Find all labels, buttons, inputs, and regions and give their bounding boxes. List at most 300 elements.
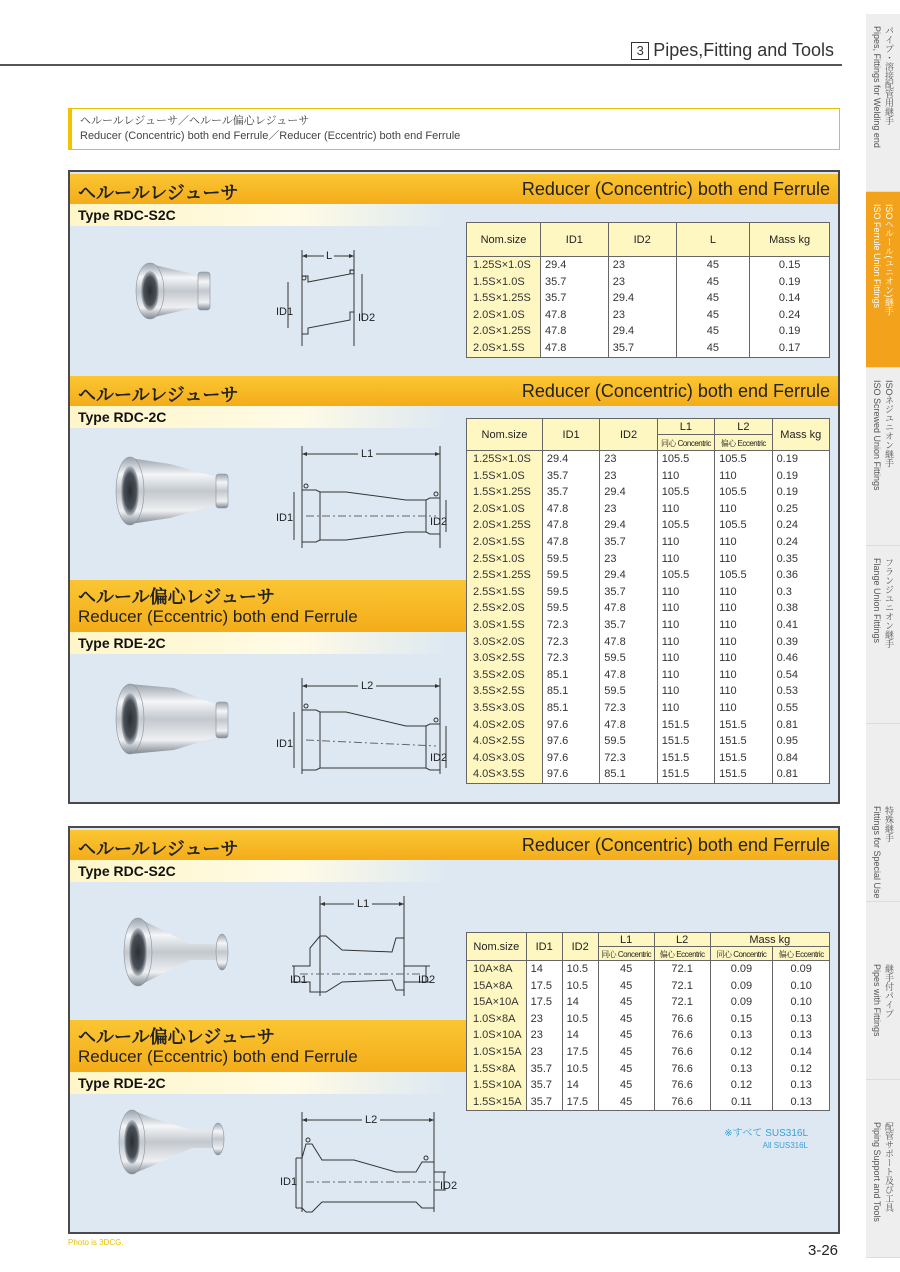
table-cell: 35.7	[600, 617, 657, 634]
nominal-size-cell: 3.5S×2.5S	[467, 683, 543, 700]
table-cell: 0.24	[772, 534, 829, 551]
table-row	[467, 484, 830, 501]
table-cell: 105.5	[715, 451, 772, 468]
table-cell: 85.1	[600, 766, 657, 783]
table-cell: 59.5	[600, 733, 657, 750]
table-cell: 0.41	[772, 617, 829, 634]
table-cell: 110	[657, 667, 714, 684]
table-row	[467, 274, 830, 291]
table-cell: 0.13	[773, 1094, 830, 1111]
table-cell: 45	[598, 1044, 654, 1061]
type-band	[70, 860, 450, 882]
table-cell: 35.7	[526, 1061, 562, 1078]
table-cell: 45	[676, 274, 750, 291]
side-tab-label: パイプ・溶接配管用継手 Pipes, Fittings for Welding end	[872, 26, 894, 148]
table-row	[467, 961, 830, 978]
type-label: Type RDC-S2C	[78, 207, 176, 223]
table-row	[467, 1027, 830, 1044]
nominal-size-cell: 2.0S×1.5S	[467, 340, 541, 357]
table-cell: 105.5	[715, 567, 772, 584]
table-row	[467, 551, 830, 568]
type-label: Type RDC-2C	[78, 409, 167, 425]
table-cell: 72.1	[654, 994, 710, 1011]
table-cell: 35.7	[600, 584, 657, 601]
table-cell: 110	[657, 617, 714, 634]
table-cell: 47.8	[540, 323, 608, 340]
table-cell: 0.54	[772, 667, 829, 684]
table-cell: 105.5	[715, 484, 772, 501]
table-cell: 0.13	[710, 1027, 773, 1044]
table-cell: 0.84	[772, 750, 829, 767]
photo-note: Photo is 3DCG.	[68, 1238, 124, 1247]
dim-label-L1: L1	[354, 898, 372, 910]
table-row	[467, 650, 830, 667]
table-cell: 45	[598, 1094, 654, 1111]
table-cell: 110	[657, 551, 714, 568]
col-header: L1	[598, 933, 654, 947]
table-cell: 0.38	[772, 600, 829, 617]
table-cell: 97.6	[542, 766, 599, 783]
table-cell: 0.3	[772, 584, 829, 601]
table-cell: 47.8	[542, 517, 599, 534]
table-cell: 97.6	[542, 717, 599, 734]
table-cell: 97.6	[542, 733, 599, 750]
table-cell: 0.12	[710, 1077, 773, 1094]
table-cell: 59.5	[542, 567, 599, 584]
table-cell: 14	[562, 1077, 598, 1094]
table-cell: 76.6	[654, 1027, 710, 1044]
table-cell: 151.5	[715, 766, 772, 783]
table-cell: 59.5	[542, 600, 599, 617]
table-cell: 110	[715, 667, 772, 684]
type-label: Type RDE-2C	[78, 635, 166, 651]
nominal-size-cell: 15A×8A	[467, 978, 527, 995]
table-cell: 47.8	[600, 634, 657, 651]
eccentric-title-jp: ヘルール偏心レジューサ	[78, 1027, 275, 1047]
col-header: L1	[657, 419, 714, 435]
section-band	[70, 174, 838, 204]
nominal-size-cell: 3.5S×2.0S	[467, 667, 543, 684]
table-cell: 0.81	[772, 766, 829, 783]
table-cell: 105.5	[657, 567, 714, 584]
table-cell: 0.10	[773, 978, 830, 995]
table-row	[467, 700, 830, 717]
table-cell: 0.13	[773, 1027, 830, 1044]
col-header: L2	[654, 933, 710, 947]
table-cell: 23	[608, 307, 676, 324]
nominal-size-cell: 4.0S×3.0S	[467, 750, 543, 767]
section-title-jp: ヘルールレジューサ	[78, 839, 239, 859]
section-title-en: Reducer (Concentric) both end Ferrule	[521, 179, 830, 199]
table-row	[467, 1077, 830, 1094]
nominal-size-cell: 1.5S×1.0S	[467, 274, 541, 291]
dim-label-ID2: ID2	[440, 1180, 458, 1192]
side-tab-label: ISOヘルール(ユニオン)継手 ISO Ferrule Union Fittings	[872, 204, 894, 316]
table-row	[467, 290, 830, 307]
dim-label-ID1: ID1	[290, 974, 308, 986]
col-subheader: 偏心 Eccentric	[778, 949, 824, 959]
table-row	[467, 1061, 830, 1078]
table-cell: 151.5	[715, 750, 772, 767]
table-cell: 45	[598, 978, 654, 995]
table-cell: 59.5	[542, 551, 599, 568]
table-cell: 47.8	[600, 717, 657, 734]
table-cell: 17.5	[526, 994, 562, 1011]
material-note-en: All SUS316L	[762, 1141, 808, 1150]
col-header: ID2	[562, 933, 598, 961]
side-tab-support[interactable]	[866, 1080, 900, 1258]
table-cell: 35.7	[542, 468, 599, 485]
table-cell: 47.8	[540, 340, 608, 357]
table-cell: 105.5	[657, 517, 714, 534]
dim-label-ID2: ID2	[418, 974, 436, 986]
table-cell: 45	[676, 307, 750, 324]
dim-label-L: L	[326, 250, 333, 262]
table-cell: 151.5	[715, 717, 772, 734]
chapter-title-text: Pipes,Fitting and Tools	[653, 40, 834, 60]
table-cell: 47.8	[600, 600, 657, 617]
col-subheader: 偏心 Eccentric	[659, 949, 705, 959]
nominal-size-cell: 2.0S×1.25S	[467, 323, 541, 340]
table-cell: 72.3	[600, 700, 657, 717]
table-cell: 110	[657, 600, 714, 617]
table-cell: 35.7	[526, 1077, 562, 1094]
table-cell: 0.15	[750, 257, 830, 274]
product-photo-small-rde	[112, 1106, 232, 1178]
table-cell: 110	[715, 700, 772, 717]
table-cell: 35.7	[600, 534, 657, 551]
table-cell: 35.7	[542, 484, 599, 501]
table-cell: 110	[657, 700, 714, 717]
table-cell: 72.3	[600, 750, 657, 767]
type-label: Type RDE-2C	[78, 1075, 166, 1091]
col-subheader: 偏心 Eccentric	[720, 438, 766, 448]
table-cell: 45	[676, 257, 750, 274]
table-row	[467, 501, 830, 518]
table-cell: 14	[562, 1027, 598, 1044]
product-photo-rdc-s2c	[132, 258, 242, 324]
nominal-size-cell: 3.0S×2.5S	[467, 650, 543, 667]
col-header: Nom.size	[467, 223, 541, 257]
table-cell: 0.39	[772, 634, 829, 651]
table-cell: 45	[598, 1011, 654, 1028]
table-cell: 0.13	[773, 1077, 830, 1094]
col-header: ID1	[526, 933, 562, 961]
col-subheader: 同心 Concentric	[601, 949, 652, 959]
table-cell: 110	[657, 534, 714, 551]
dim-label-ID2: ID2	[430, 752, 448, 764]
table-row	[467, 323, 830, 340]
col-header: Nom.size	[467, 933, 527, 961]
table-cell: 85.1	[542, 700, 599, 717]
col-header: ID1	[542, 419, 599, 451]
eccentric-title-jp: ヘルール偏心レジューサ	[78, 587, 275, 607]
table-cell: 47.8	[542, 534, 599, 551]
table-cell: 76.6	[654, 1077, 710, 1094]
table-cell: 0.24	[750, 307, 830, 324]
intro-jp: ヘルールレジューサ／ヘルール偏心レジューサ	[80, 115, 310, 127]
side-tab-ferrule[interactable]	[866, 192, 900, 368]
table-cell: 0.25	[772, 501, 829, 518]
table-cell: 45	[598, 994, 654, 1011]
table-cell: 0.09	[710, 994, 773, 1011]
table-cell: 110	[715, 551, 772, 568]
col-header: Mass kg	[710, 933, 829, 947]
nominal-size-cell: 3.0S×1.5S	[467, 617, 543, 634]
table-cell: 110	[715, 468, 772, 485]
table-cell: 110	[715, 534, 772, 551]
table-row	[467, 766, 830, 783]
type-band	[70, 1072, 450, 1094]
spec-table-rdc-2c	[466, 418, 830, 784]
col-subheader: 同心 Concentric	[660, 438, 711, 448]
table-cell: 0.17	[750, 340, 830, 357]
table-row	[467, 750, 830, 767]
table-row	[467, 517, 830, 534]
col-header: ID2	[600, 419, 657, 451]
dim-label-ID2: ID2	[430, 516, 448, 528]
col-header: L2	[715, 419, 772, 435]
col-header: Nom.size	[467, 419, 543, 451]
table-cell: 72.3	[542, 634, 599, 651]
dim-label-ID2: ID2	[358, 312, 376, 324]
side-tab-label: ISOネジユニオン継手 ISO Screwed Union Fittings	[872, 380, 894, 491]
eccentric-title-en: Reducer (Eccentric) both end Ferrule	[78, 607, 358, 626]
table-cell: 0.95	[772, 733, 829, 750]
table-row	[467, 1044, 830, 1061]
table-cell: 0.19	[772, 451, 829, 468]
table-cell: 110	[657, 501, 714, 518]
nominal-size-cell: 2.5S×1.5S	[467, 584, 543, 601]
col-header: Mass kg	[750, 223, 830, 257]
col-header: ID2	[608, 223, 676, 257]
side-tab-pipes[interactable]	[866, 902, 900, 1080]
table-cell: 0.19	[750, 274, 830, 291]
table-cell: 23	[526, 1044, 562, 1061]
side-tab-special[interactable]	[866, 724, 900, 902]
table-cell: 0.15	[710, 1011, 773, 1028]
table-cell: 72.3	[542, 650, 599, 667]
table-row	[467, 617, 830, 634]
table-row	[467, 584, 830, 601]
nominal-size-cell: 1.5S×8A	[467, 1061, 527, 1078]
section-band	[70, 376, 838, 406]
product-photo-rdc-2c	[110, 452, 250, 532]
table-row	[467, 634, 830, 651]
table-cell: 10.5	[562, 961, 598, 978]
side-tab-label: 配管サポート及び工具 Piping Support and Tools	[872, 1122, 894, 1222]
table-cell: 35.7	[540, 274, 608, 291]
table-cell: 76.6	[654, 1094, 710, 1111]
table-cell: 45	[598, 1061, 654, 1078]
table-row	[467, 1094, 830, 1111]
nominal-size-cell: 1.5S×10A	[467, 1077, 527, 1094]
table-cell: 76.6	[654, 1011, 710, 1028]
table-cell: 0.09	[710, 978, 773, 995]
type-band	[70, 204, 450, 226]
nominal-size-cell: 4.0S×2.5S	[467, 733, 543, 750]
table-cell: 0.46	[772, 650, 829, 667]
side-tab-flange[interactable]	[866, 546, 900, 724]
table-cell: 29.4	[608, 290, 676, 307]
side-tab-welding[interactable]	[866, 14, 900, 192]
nominal-size-cell: 1.0S×10A	[467, 1027, 527, 1044]
table-cell: 151.5	[715, 733, 772, 750]
table-cell: 0.19	[750, 323, 830, 340]
nominal-size-cell: 2.0S×1.0S	[467, 501, 543, 518]
table-cell: 110	[715, 584, 772, 601]
side-tab-screwed[interactable]	[866, 368, 900, 546]
nominal-size-cell: 2.5S×1.25S	[467, 567, 543, 584]
table-cell: 0.24	[772, 517, 829, 534]
table-cell: 17.5	[526, 978, 562, 995]
nominal-size-cell: 15A×10A	[467, 994, 527, 1011]
dim-label-ID1: ID1	[276, 738, 294, 750]
chapter-number: 3	[631, 42, 649, 60]
table-cell: 35.7	[608, 340, 676, 357]
nominal-size-cell: 2.0S×1.5S	[467, 534, 543, 551]
type-label: Type RDC-S2C	[78, 863, 176, 879]
table-cell: 110	[657, 634, 714, 651]
intro-en: Reducer (Concentric) both end Ferrule／Reducer (Eccentric) both end Ferrule	[80, 130, 461, 142]
table-row	[467, 600, 830, 617]
table-cell: 105.5	[715, 517, 772, 534]
table-cell: 110	[715, 650, 772, 667]
col-header: Mass kg	[772, 419, 829, 451]
table-cell: 23	[608, 257, 676, 274]
table-row	[467, 1011, 830, 1028]
table-cell: 110	[715, 617, 772, 634]
nominal-size-cell: 2.5S×2.0S	[467, 600, 543, 617]
material-note	[724, 1128, 808, 1152]
nominal-size-cell: 10A×8A	[467, 961, 527, 978]
table-cell: 85.1	[542, 683, 599, 700]
table-cell: 0.19	[772, 468, 829, 485]
section-title-en: Reducer (Concentric) both end Ferrule	[521, 381, 830, 401]
table-row	[467, 257, 830, 274]
nominal-size-cell: 1.5S×1.25S	[467, 290, 541, 307]
table-cell: 0.35	[772, 551, 829, 568]
table-cell: 14	[562, 994, 598, 1011]
dim-label-ID1: ID1	[280, 1176, 298, 1188]
table-cell: 17.5	[562, 1094, 598, 1111]
table-cell: 47.8	[600, 667, 657, 684]
nominal-size-cell: 3.5S×3.0S	[467, 700, 543, 717]
table-cell: 23	[600, 451, 657, 468]
table-cell: 29.4	[540, 257, 608, 274]
table-cell: 29.4	[600, 484, 657, 501]
dim-label-L2: L2	[358, 680, 376, 692]
spec-table-small	[466, 932, 830, 1111]
table-cell: 45	[676, 340, 750, 357]
table-cell: 29.4	[600, 517, 657, 534]
table-cell: 0.14	[773, 1044, 830, 1061]
nominal-size-cell: 1.5S×1.0S	[467, 468, 543, 485]
table-cell: 0.14	[750, 290, 830, 307]
table-cell: 29.4	[608, 323, 676, 340]
intro-box	[68, 108, 840, 150]
section-title-jp: ヘルールレジューサ	[78, 385, 239, 405]
section-title-en: Reducer (Concentric) both end Ferrule	[521, 835, 830, 855]
table-cell: 105.5	[657, 484, 714, 501]
eccentric-title-en: Reducer (Eccentric) both end Ferrule	[78, 1047, 358, 1066]
nominal-size-cell: 2.5S×1.0S	[467, 551, 543, 568]
chapter-title	[631, 40, 834, 61]
table-row	[467, 307, 830, 324]
nominal-size-cell: 1.5S×1.25S	[467, 484, 543, 501]
side-tab-label: 特殊継手 Fittings for Special Use	[872, 806, 894, 899]
nominal-size-cell: 1.0S×15A	[467, 1044, 527, 1061]
table-row	[467, 567, 830, 584]
side-tab-label: フランジユニオン継手 Flange Union Fittings	[872, 558, 894, 648]
table-cell: 110	[715, 634, 772, 651]
table-cell: 105.5	[657, 451, 714, 468]
table-cell: 59.5	[600, 650, 657, 667]
table-row	[467, 468, 830, 485]
table-cell: 0.36	[772, 567, 829, 584]
dim-label-L1: L1	[358, 448, 376, 460]
table-cell: 59.5	[542, 584, 599, 601]
table-cell: 110	[715, 501, 772, 518]
table-cell: 0.09	[710, 961, 773, 978]
table-cell: 23	[608, 274, 676, 291]
side-tab-label: 継手付パイプ Pipes with Fittings	[872, 964, 894, 1037]
table-cell: 35.7	[526, 1094, 562, 1111]
table-cell: 151.5	[657, 733, 714, 750]
section-large-reducers	[68, 170, 840, 804]
table-row	[467, 994, 830, 1011]
table-cell: 14	[526, 961, 562, 978]
table-row	[467, 733, 830, 750]
product-photo-small-rdc	[118, 914, 238, 990]
table-cell: 0.10	[773, 994, 830, 1011]
table-cell: 45	[676, 290, 750, 307]
header-rule	[0, 64, 842, 66]
nominal-size-cell: 1.25S×1.0S	[467, 451, 543, 468]
col-subheader: 同心 Concentric	[716, 949, 767, 959]
table-row	[467, 534, 830, 551]
table-cell: 35.7	[540, 290, 608, 307]
nominal-size-cell: 3.0S×2.0S	[467, 634, 543, 651]
side-tab-nav	[866, 14, 900, 1258]
table-cell: 10.5	[562, 978, 598, 995]
table-cell: 23	[600, 468, 657, 485]
table-cell: 45	[598, 1077, 654, 1094]
nominal-size-cell: 4.0S×2.0S	[467, 717, 543, 734]
table-cell: 10.5	[562, 1011, 598, 1028]
table-cell: 72.1	[654, 961, 710, 978]
col-header: ID1	[540, 223, 608, 257]
nominal-size-cell: 2.0S×1.25S	[467, 517, 543, 534]
dim-label-ID1: ID1	[276, 306, 294, 318]
nominal-size-cell: 1.25S×1.0S	[467, 257, 541, 274]
table-cell: 0.12	[710, 1044, 773, 1061]
table-cell: 110	[715, 683, 772, 700]
table-row	[467, 451, 830, 468]
table-cell: 17.5	[562, 1044, 598, 1061]
table-cell: 72.1	[654, 978, 710, 995]
table-cell: 0.09	[773, 961, 830, 978]
table-cell: 0.53	[772, 683, 829, 700]
type-band	[70, 632, 450, 654]
dim-label-ID1: ID1	[276, 512, 294, 524]
spec-table-rdc-s2c	[466, 222, 830, 358]
table-cell: 45	[676, 323, 750, 340]
col-header: L	[676, 223, 750, 257]
material-note-jp: ※すべて SUS316L	[724, 1128, 808, 1139]
table-cell: 0.12	[773, 1061, 830, 1078]
type-band	[70, 406, 450, 428]
